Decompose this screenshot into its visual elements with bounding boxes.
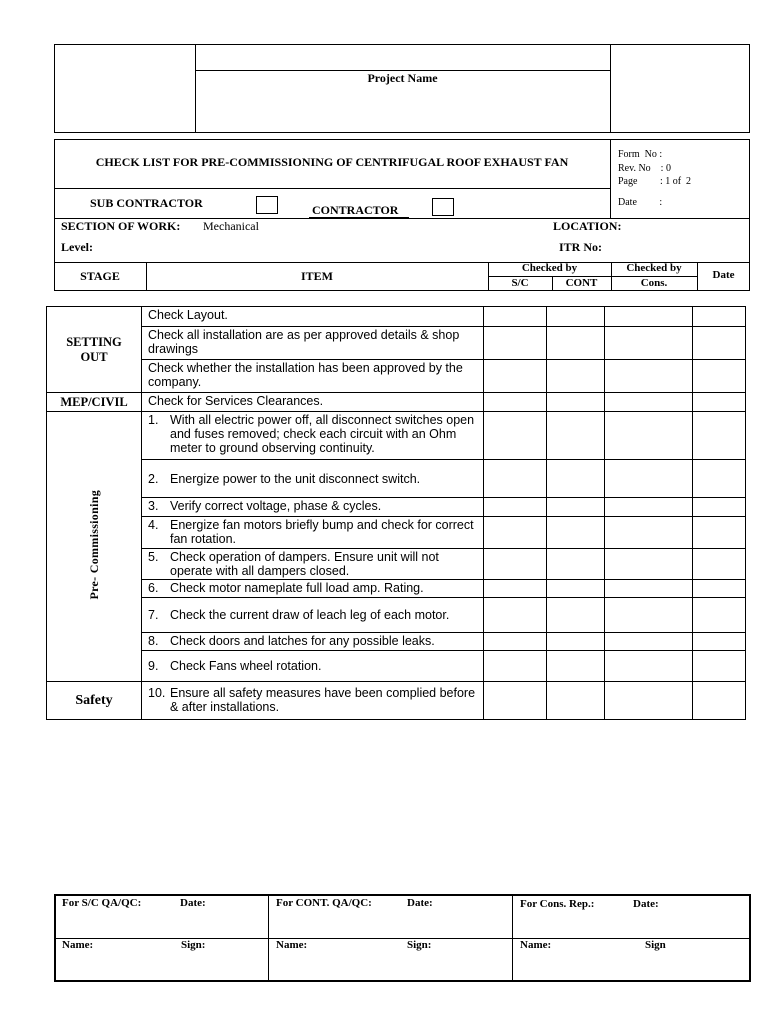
stage-setting-out-line1: SETTING — [66, 334, 122, 349]
table-row — [47, 633, 746, 651]
cont-cell[interactable] — [547, 633, 605, 651]
table-row — [47, 412, 746, 460]
stage-pre-commissioning — [47, 412, 142, 682]
cons-cell[interactable] — [605, 651, 693, 682]
cons-cell[interactable] — [605, 460, 693, 498]
table-row — [47, 393, 746, 412]
item-header: ITEM — [300, 269, 333, 283]
cont-cell[interactable] — [547, 549, 605, 580]
table-row — [47, 517, 746, 549]
item-pc-6 — [142, 580, 484, 598]
stage-setting-out-line2: OUT — [80, 349, 108, 364]
cons-name-label: Name: — [520, 939, 552, 951]
item-number: 9. — [148, 659, 159, 673]
checked-by-header: Checked by — [521, 262, 578, 274]
cont-date-label: Date: — [407, 897, 433, 909]
cons-cell[interactable] — [605, 549, 693, 580]
title-date: Date : — [618, 197, 663, 208]
cont-name-label: Name: — [276, 939, 308, 951]
date-cell[interactable] — [693, 412, 746, 460]
section-of-work-value: Mechanical — [203, 219, 259, 233]
sc-cell[interactable] — [484, 460, 547, 498]
sub-contractor-checkbox[interactable] — [256, 196, 278, 214]
item-number: 10. — [148, 686, 166, 700]
sc-cell[interactable] — [484, 412, 547, 460]
section-of-work-label: SECTION OF WORK: — [61, 219, 181, 233]
item-number: 1. — [148, 413, 159, 427]
page-number: Page : 1 of 2 — [618, 176, 692, 187]
cons-sign-label: Sign — [645, 939, 666, 951]
checklist-title: CHECK LIST FOR PRE-COMMISSIONING OF CENTRIFUGAL ROOF EXHAUST FAN — [95, 155, 569, 169]
sc-cell[interactable] — [484, 682, 547, 720]
sc-cell[interactable] — [484, 517, 547, 549]
checked-by-cons-header: Checked by — [626, 262, 682, 274]
cont-qaqc-label: For CONT. QA/QC: — [276, 897, 372, 909]
table-row — [47, 682, 746, 720]
item-text: Energize power to the unit disconnect switch. — [170, 471, 421, 486]
sc-cell[interactable] — [484, 598, 547, 633]
sc-cell[interactable] — [484, 327, 547, 360]
item-number: 5. — [148, 550, 159, 564]
table-row — [47, 580, 746, 598]
cons-date-label: Date: — [633, 898, 659, 910]
table-row — [47, 498, 746, 517]
cons-cell[interactable] — [605, 360, 693, 393]
level-label: Level: — [61, 240, 93, 254]
cons-cell[interactable] — [605, 393, 693, 412]
cont-cell[interactable] — [547, 580, 605, 598]
date-cell[interactable] — [693, 633, 746, 651]
cont-cell[interactable] — [547, 327, 605, 360]
sc-cell[interactable] — [484, 307, 547, 327]
cons-cell[interactable] — [605, 307, 693, 327]
contractor-label: CONTRACTOR — [312, 203, 399, 217]
item-number: 4. — [148, 518, 159, 532]
item-text: Ensure all safety measures have been complied before & after installations. — [170, 686, 476, 714]
date-cell[interactable] — [693, 498, 746, 517]
cont-cell[interactable] — [547, 682, 605, 720]
rev-no: Rev. No : 0 — [618, 163, 671, 174]
sc-date-label: Date: — [180, 897, 206, 909]
item-text: With all electric power off, all disconnect switches open and fuses removed; check each circuit with an Ohm meter to ground observing continuity. — [170, 413, 475, 455]
item-safety — [142, 682, 484, 720]
item-text: Check the current draw of leach leg of each motor. — [170, 608, 450, 622]
cont-cell[interactable] — [547, 498, 605, 517]
item-pc-7 — [142, 598, 484, 633]
item-pc-4 — [142, 517, 484, 549]
cont-cell[interactable] — [547, 307, 605, 327]
checklist-table — [46, 306, 746, 720]
cons-rep-label: For Cons. Rep.: — [520, 898, 595, 910]
item-check-layout: Check Layout. — [142, 307, 484, 327]
contractor-checkbox[interactable] — [432, 198, 454, 216]
item-text: Check operation of dampers. Ensure unit will not operate with all dampers closed. — [170, 550, 439, 578]
date-cell[interactable] — [693, 393, 746, 412]
item-number: 3. — [148, 499, 159, 513]
item-pc-1 — [142, 412, 484, 460]
item-text: Verify correct voltage, phase & cycles. — [170, 499, 382, 513]
item-text: Check doors and latches for any possible leaks. — [170, 634, 435, 648]
cons-cell[interactable] — [605, 412, 693, 460]
stage-header: STAGE — [80, 269, 120, 283]
date-cell[interactable] — [693, 598, 746, 633]
cont-cell[interactable] — [547, 360, 605, 393]
cons-cell[interactable] — [605, 633, 693, 651]
cons-header: Cons. — [640, 277, 668, 289]
item-text: Check Fans wheel rotation. — [170, 659, 322, 673]
cont-cell[interactable] — [547, 393, 605, 412]
cons-cell[interactable] — [605, 598, 693, 633]
sc-cell[interactable] — [484, 393, 547, 412]
cons-cell[interactable] — [605, 682, 693, 720]
sc-name-label: Name: — [62, 939, 94, 951]
item-pc-2 — [142, 460, 484, 498]
sc-cell[interactable] — [484, 651, 547, 682]
cons-cell[interactable] — [605, 498, 693, 517]
stage-pre-commissioning-label: Pre- Commissioning — [86, 489, 101, 600]
item-pc-3 — [142, 498, 484, 517]
date-cell[interactable] — [693, 327, 746, 360]
sc-cell[interactable] — [484, 580, 547, 598]
item-pc-9 — [142, 651, 484, 682]
item-number: 7. — [148, 608, 159, 622]
table-row — [47, 598, 746, 633]
date-cell[interactable] — [693, 651, 746, 682]
item-number: 8. — [148, 634, 159, 648]
date-cell[interactable] — [693, 307, 746, 327]
item-pc-5 — [142, 549, 484, 580]
sc-cell[interactable] — [484, 549, 547, 580]
stage-setting-out — [47, 307, 142, 393]
cont-cell[interactable] — [547, 598, 605, 633]
sub-contractor-label: SUB CONTRACTOR — [90, 196, 203, 210]
table-row — [47, 307, 746, 327]
form-no: Form No : — [618, 149, 663, 160]
location-label: LOCATION: — [553, 219, 622, 233]
date-cell[interactable] — [693, 517, 746, 549]
table-row — [47, 460, 746, 498]
item-number: 6. — [148, 581, 159, 595]
cont-cell[interactable] — [547, 651, 605, 682]
item-company-approved: Check whether the installation has been approved by the company. — [142, 360, 484, 393]
table-row — [47, 651, 746, 682]
cons-cell[interactable] — [605, 327, 693, 360]
cons-cell[interactable] — [605, 580, 693, 598]
date-cell[interactable] — [693, 580, 746, 598]
date-header: Date — [712, 269, 735, 281]
cont-cell[interactable] — [547, 517, 605, 549]
cont-cell[interactable] — [547, 412, 605, 460]
date-cell[interactable] — [693, 460, 746, 498]
item-service-clearances: Check for Services Clearances. — [142, 393, 484, 412]
item-text: Energize fan motors briefly bump and check for correct fan rotation. — [170, 518, 474, 546]
date-cell[interactable] — [693, 549, 746, 580]
table-row — [47, 360, 746, 393]
item-installation-approved: Check all installation are as per approved details & shop drawings — [142, 327, 484, 360]
sc-cell[interactable] — [484, 360, 547, 393]
date-cell[interactable] — [693, 360, 746, 393]
project-name-label: Project Name — [367, 71, 438, 85]
itr-no-label: ITR No: — [559, 240, 603, 254]
item-number: 2. — [148, 471, 159, 486]
item-text: Check motor nameplate full load amp. Rating. — [170, 581, 424, 595]
sc-cell[interactable] — [484, 633, 547, 651]
sc-qaqc-label: For S/C QA/QC: — [62, 897, 142, 909]
stage-mep-civil: MEP/CIVIL — [47, 393, 142, 412]
header-box — [54, 44, 750, 133]
cont-header: CONT — [565, 277, 598, 289]
sc-sign-label: Sign: — [181, 939, 206, 951]
sc-cell[interactable] — [484, 498, 547, 517]
table-row — [47, 327, 746, 360]
cont-cell[interactable] — [547, 460, 605, 498]
table-row — [47, 549, 746, 580]
sc-header: S/C — [511, 277, 529, 289]
cont-sign-label: Sign: — [407, 939, 432, 951]
date-cell[interactable] — [693, 682, 746, 720]
item-pc-8 — [142, 633, 484, 651]
cons-cell[interactable] — [605, 517, 693, 549]
stage-safety: Safety — [47, 682, 142, 720]
